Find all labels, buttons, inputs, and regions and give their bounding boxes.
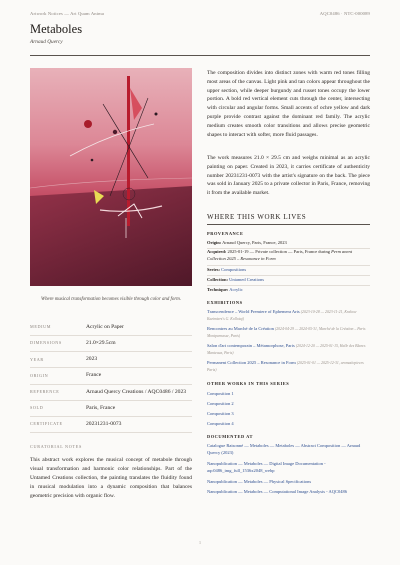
exhibition-note: (2024-12-20 — 2025-01-15, Halle des Blancs Manteaux, Paris) <box>207 344 366 355</box>
other-work-link[interactable]: Composition 4 <box>207 421 234 426</box>
exhibition-note: (2025-01-01 — 2025-12-31, aromaticpieces Paris) <box>207 361 364 372</box>
metadata-key: ORIGIN <box>30 372 49 378</box>
exhibition-link[interactable]: Permanent Collection 2025 – Resonance in Form <box>207 360 296 365</box>
metadata-key: DIMENSIONS <box>30 340 62 346</box>
metadata-row-year <box>30 352 192 368</box>
provenance-collection-key: Collection: <box>207 277 228 282</box>
header-publication: Artwork Notices — Art Quam Anima <box>30 11 105 16</box>
metadata-row-medium <box>30 320 192 336</box>
provenance-acquired-exhibition: Perm anent Collection 2025 – Resonance in Form <box>207 249 353 261</box>
provenance-divider <box>207 285 370 286</box>
provenance-divider <box>207 275 370 276</box>
exhibition-note: (2023-10-28 — 2023-11-21, Krakow Kazimierz's G. Kollotaj) <box>207 310 357 321</box>
metadata-value: Arnaud Quercy Creations / AQC0486 / 2023 <box>86 388 187 395</box>
documented-heading: DOCUMENTED AT <box>207 434 253 439</box>
exhibition-item <box>207 343 370 357</box>
provenance-acquired <box>207 249 370 263</box>
provenance-technique-key: Technique: <box>207 287 229 292</box>
description-paragraph: The composition divides into distinct zones with warm red tones filling most areas of the canvas. Light pink and tan colors appear throughout the upper section, while deeper burgundy and russet tones occupy the lower portion. A bold red vertical element cuts through the center, intersecting with circular and angular forms. Small accents of ochre yellow and dark purple provide contrast against the dominant red family. The acrylic medium creates smooth color transitions and allows precise geometric shapes to interact with softer, more fluid passages. <box>207 70 370 138</box>
collection-link[interactable]: Untamed Creations <box>229 277 264 282</box>
description-paragraph: The work measures 21.0 × 29.5 cm and weighs minimal as an acrylic painting on paper. Created in 2023, it carries certificate of authenticity number 20231231-0073 with the artist's signature on the back. The piece was sold in January 2025 to a private collector in Paris, France, removing it from the available market. <box>207 155 370 197</box>
metadata-row-reference <box>30 385 192 401</box>
documented-link[interactable]: Nanopublication — Metaboles — Computational Image Analysis - AQC0486 <box>207 489 347 494</box>
metadata-row-sold <box>30 401 192 417</box>
exhibition-note: (2024-04-29 — 2024-05-31, Marché de la Création – Paris Montparnasse, Paris) <box>207 327 366 338</box>
other-works-heading: OTHER WORKS IN THIS SERIES <box>207 381 290 386</box>
metadata-row-certificate <box>30 417 192 433</box>
documented-link[interactable]: Nanopublication — Metaboles — Physical Specifications <box>207 479 312 484</box>
other-work-link[interactable]: Composition 1 <box>207 391 234 396</box>
series-link[interactable]: Compositions <box>221 267 247 272</box>
provenance-origin-value: Arnaud Quercy, Paris, France, 2023 <box>222 240 287 245</box>
metadata-value: Paris, France <box>86 404 116 411</box>
metadata-value: 21.0×29.5cm <box>86 340 116 347</box>
metadata-value: 2023 <box>86 356 98 363</box>
provenance-series-key: Series: <box>207 267 220 272</box>
exhibition-item <box>207 360 370 374</box>
title-divider <box>30 55 370 56</box>
curatorial-notes-heading: CURATORIAL NOTES <box>30 444 83 449</box>
metadata-row-origin <box>30 368 192 384</box>
metadata-value: 20231231-0073 <box>86 420 122 427</box>
provenance-collection <box>207 277 370 284</box>
exhibitions-heading: EXHIBITIONS <box>207 300 243 305</box>
exhibition-item <box>207 326 370 340</box>
metadata-key: YEAR <box>30 356 44 362</box>
where-section-title: WHERE THIS WORK LIVES <box>207 213 307 221</box>
exhibition-link[interactable]: Salon d'art contemporain – Métamorphose, Paris <box>207 343 295 348</box>
exhibition-link[interactable]: Transcendence – World Premiere of Ephemera Arts <box>207 309 300 314</box>
provenance-origin <box>207 240 370 247</box>
metadata-key: SOLD <box>30 404 44 410</box>
provenance-heading: PROVENANCE <box>207 231 244 236</box>
exhibition-link[interactable]: Rencontres au Marché de la Création <box>207 326 274 331</box>
exhibition-item <box>207 309 370 323</box>
where-section-divider <box>207 224 370 225</box>
metadata-key: REFERENCE <box>30 388 60 394</box>
artist-name: Arnaud Quercy <box>30 39 63 45</box>
artwork-caption: Where musical transformation becomes visible through color and form. <box>41 297 181 302</box>
page-number: 1 <box>198 540 202 545</box>
provenance-divider <box>207 265 370 266</box>
artwork-title: Metaboles <box>30 22 83 36</box>
metadata-value: Acrylic on Paper <box>86 324 124 331</box>
artwork-image <box>30 68 192 286</box>
provenance-technique <box>207 287 370 294</box>
other-work-link[interactable]: Composition 3 <box>207 411 234 416</box>
documented-link[interactable]: Nanopublication — Metaboles — Digital Image Documentation - aqc0486_img_full_1536x2048_webp <box>207 461 326 473</box>
provenance-acquired-key: Acquired: <box>207 249 227 254</box>
curatorial-notes-text: This abstract work explores the musical concept of metabole through visual transformation and harmonic color relationships. Part of the Untamed Creations collection, the painting translates the fluidity found in musical modulation into a dynamic composition that balances geometric precision with organic flow. <box>30 457 192 499</box>
technique-link[interactable]: Acrylic <box>229 287 243 292</box>
other-work-link[interactable]: Composition 2 <box>207 401 234 406</box>
provenance-series <box>207 267 370 274</box>
metadata-key: CERTIFICATE <box>30 421 63 427</box>
provenance-acquired-value: 2025-01-19 — Private collection — Paris, France during <box>227 249 331 254</box>
metadata-table <box>30 320 192 433</box>
metadata-key: MEDIUM <box>30 324 52 330</box>
metadata-row-dimensions <box>30 336 192 352</box>
header-bar <box>30 11 370 21</box>
provenance-origin-key: Origin: <box>207 240 222 245</box>
documented-link[interactable]: Catalogue Raisonné — Metaboles — Metaboles — Abstract Composition — Arnaud Quercy (2023) <box>207 443 361 455</box>
metadata-value: France <box>86 372 102 379</box>
header-reference: AQC0486 · NTC-000089 <box>319 11 370 16</box>
